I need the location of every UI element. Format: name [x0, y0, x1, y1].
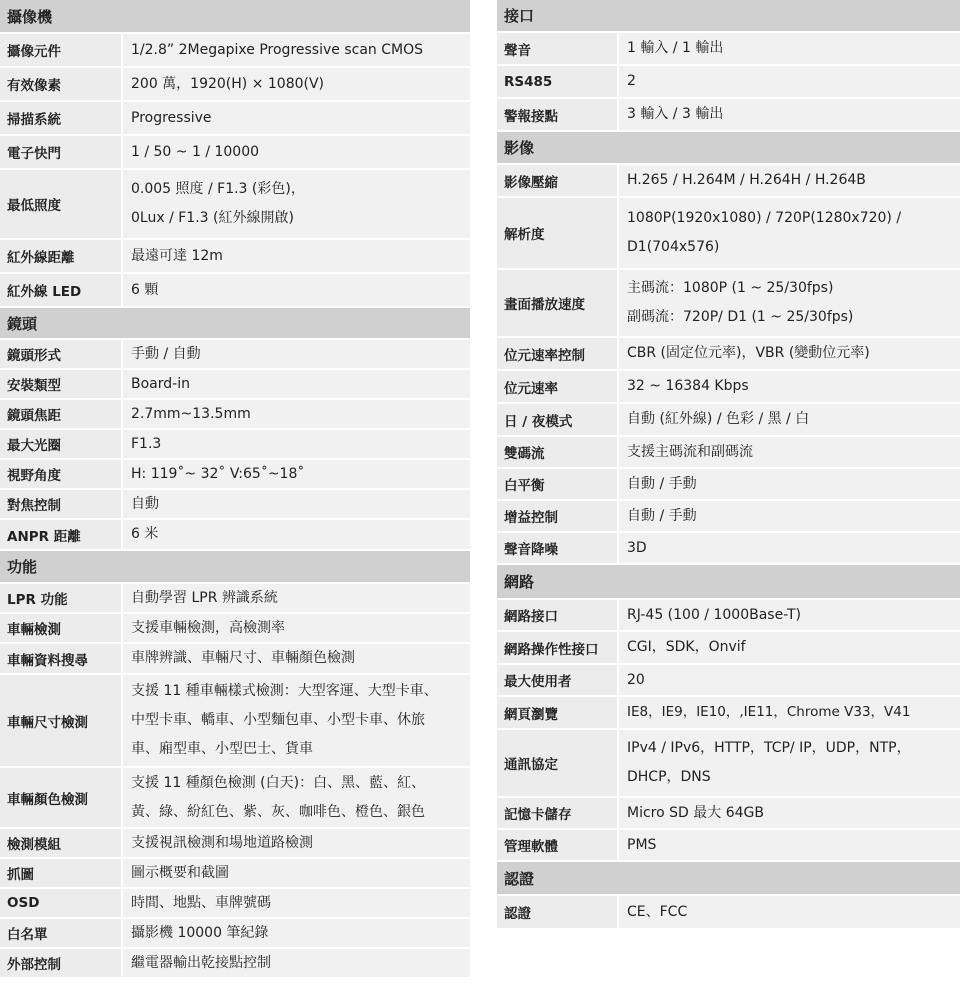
spec-row: [497, 270, 960, 338]
spec-value: 自動 / 手動: [619, 501, 960, 531]
spec-value: 支援視訊檢測和場地道路檢測: [123, 829, 470, 857]
spec-row: [497, 665, 960, 697]
spec-row: [0, 829, 470, 859]
left-spec-column: [0, 0, 470, 979]
spec-label: RS485: [497, 66, 619, 97]
spec-label: 增益控制: [497, 501, 619, 531]
spec-value: 2.7mm~13.5mm: [123, 400, 470, 428]
section-header-interface: 接口: [497, 0, 960, 33]
spec-value: [123, 675, 470, 766]
spec-row: [0, 34, 470, 68]
spec-value: CE、FCC: [619, 896, 960, 928]
spec-value: 圖示概要和截圖: [123, 859, 470, 887]
spec-label: 車輛資料搜尋: [0, 644, 123, 673]
spec-value: 最遠可達 12m: [123, 240, 470, 272]
spec-value: 時間、地點、車牌號碼: [123, 889, 470, 917]
spec-value: H: 119˚~ 32˚ V:65˚~18˚: [123, 460, 470, 488]
spec-label: 鏡頭形式: [0, 340, 123, 368]
spec-row: [0, 460, 470, 490]
spec-value: 手動 / 自動: [123, 340, 470, 368]
spec-row: [0, 400, 470, 430]
spec-row: [0, 859, 470, 889]
spec-label: 最大光圈: [0, 430, 123, 458]
spec-label: 紅外線距離: [0, 240, 123, 272]
spec-value: 1 / 50 ~ 1 / 10000: [123, 136, 470, 168]
spec-value-line: 車、廂型車、小型巴士、貨車: [131, 741, 313, 757]
spec-row: [0, 675, 470, 768]
spec-value: PMS: [619, 830, 960, 860]
spec-value-line: IPv4 / IPv6，HTTP，TCP/ IP，UDP，NTP，: [627, 740, 911, 756]
spec-value-line: 支援 11 種車輛樣式檢測：大型客運、大型卡車、: [131, 683, 438, 699]
spec-value: 支援主碼流和副碼流: [619, 437, 960, 467]
spec-row: [497, 33, 960, 66]
spec-value: F1.3: [123, 430, 470, 458]
spec-row: [497, 896, 960, 930]
spec-row: [497, 404, 960, 437]
spec-value: 1 輸入 / 1 輸出: [619, 33, 960, 64]
spec-label: 位元速率控制: [497, 338, 619, 369]
spec-label: 管理軟體: [497, 830, 619, 860]
section-header-function: 功能: [0, 551, 470, 584]
spec-label: 通訊協定: [497, 730, 619, 796]
spec-label: 車輛尺寸檢測: [0, 675, 123, 766]
spec-row: [497, 730, 960, 798]
spec-label: 抓圖: [0, 859, 123, 887]
spec-value-line: 0.005 照度 / F1.3 (彩色)，: [131, 181, 305, 197]
spec-value: 6 顆: [123, 274, 470, 306]
spec-label: 檢測模組: [0, 829, 123, 857]
spec-label: 有效像素: [0, 68, 123, 100]
spec-value-line: 黃、綠、紛紅色、紫、灰、咖啡色、橙色、銀色: [131, 803, 425, 820]
spec-row: [497, 830, 960, 862]
spec-label: 雙碼流: [497, 437, 619, 467]
spec-row: [0, 136, 470, 170]
spec-row: [497, 371, 960, 404]
spec-label: 車輛顏色檢測: [0, 768, 123, 827]
spec-row: [497, 469, 960, 501]
spec-row: [497, 198, 960, 270]
spec-value: 攝影機 10000 筆紀錄: [123, 919, 470, 947]
spec-value: 繼電器輸出乾接點控制: [123, 949, 470, 977]
spec-label: 記憶卡儲存: [497, 798, 619, 828]
spec-label: 解析度: [497, 198, 619, 268]
spec-value: [619, 730, 960, 796]
spec-label: 網路操作性接口: [497, 632, 619, 663]
spec-value: 自動: [123, 490, 470, 518]
spec-row: [497, 165, 960, 198]
spec-label: LPR 功能: [0, 584, 123, 612]
spec-row: [0, 520, 470, 551]
spec-value: 車牌辨識、車輛尺寸、車輛顏色檢測: [123, 644, 470, 673]
spec-label: 安裝類型: [0, 370, 123, 398]
spec-label: 紅外線 LED: [0, 274, 123, 306]
spec-row: [0, 889, 470, 919]
spec-value: CBR (固定位元率)，VBR (變動位元率): [619, 338, 960, 369]
spec-value: 自動 / 手動: [619, 469, 960, 499]
spec-value: RJ-45 (100 / 1000Base-T): [619, 600, 960, 630]
spec-label: 視野角度: [0, 460, 123, 488]
spec-value: 2: [619, 66, 960, 97]
spec-row: [0, 370, 470, 400]
spec-label: 白名單: [0, 919, 123, 947]
spec-value-line: 1080P(1920x1080) / 720P(1280x720) /: [627, 210, 902, 226]
spec-label: 聲音降噪: [497, 533, 619, 563]
spec-row: [0, 768, 470, 829]
spec-row: [0, 240, 470, 274]
spec-row: [0, 68, 470, 102]
spec-label: 警報接點: [497, 99, 619, 130]
spec-row: [0, 274, 470, 308]
spec-value: 200 萬，1920(H) × 1080(V): [123, 68, 470, 100]
spec-value: 支援車輛檢測，高檢測率: [123, 614, 470, 642]
section-header-certification: 認證: [497, 862, 960, 896]
spec-value-line: 主碼流：1080P (1 ~ 25/30fps): [627, 280, 834, 296]
spec-value: 1/2.8” 2Megapixe Progressive scan CMOS: [123, 34, 470, 66]
spec-value: 3 輸入 / 3 輸出: [619, 99, 960, 130]
spec-row: [0, 490, 470, 520]
spec-value: Progressive: [123, 102, 470, 134]
spec-label: ANPR 距離: [0, 520, 123, 549]
spec-label: 認證: [497, 896, 619, 928]
spec-row: [0, 340, 470, 370]
spec-label: OSD: [0, 889, 123, 917]
spec-value: H.265 / H.264M / H.264H / H.264B: [619, 165, 960, 196]
spec-label: 鏡頭焦距: [0, 400, 123, 428]
spec-value: 3D: [619, 533, 960, 563]
spec-value: 自動 (紅外線) / 色彩 / 黑 / 白: [619, 404, 960, 435]
spec-label: 白平衡: [497, 469, 619, 499]
spec-value: IE8，IE9，IE10，,IE11，Chrome V33，V41: [619, 697, 960, 728]
spec-row: [0, 919, 470, 949]
spec-value: [619, 198, 960, 268]
spec-label: 最低照度: [0, 170, 123, 238]
spec-row: [0, 430, 470, 460]
spec-row: [0, 102, 470, 136]
spec-value: Board-in: [123, 370, 470, 398]
section-header-video: 影像: [497, 132, 960, 165]
spec-label: 掃描系統: [0, 102, 123, 134]
section-header-network: 網路: [497, 565, 960, 600]
spec-row: [497, 338, 960, 371]
spec-row: [497, 697, 960, 730]
spec-row: [497, 501, 960, 533]
right-spec-column: [497, 0, 960, 930]
section-header-camera: 攝像機: [0, 0, 470, 34]
spec-value-line: D1(704x576): [627, 239, 720, 255]
spec-label: 網路接口: [497, 600, 619, 630]
spec-row: [497, 632, 960, 665]
spec-value-line: 副碼流：720P/ D1 (1 ~ 25/30fps): [627, 309, 854, 325]
spec-row: [497, 66, 960, 99]
spec-value: 自動學習 LPR 辨識系統: [123, 584, 470, 612]
spec-value-line: 支援 11 種顏色檢測 (白天)：白、黑、藍、紅、: [131, 774, 426, 791]
spec-label: 影像壓縮: [497, 165, 619, 196]
spec-row: [497, 798, 960, 830]
spec-label: 電子快門: [0, 136, 123, 168]
spec-value-line: 0Lux / F1.3 (紅外線開啟): [131, 210, 294, 226]
spec-value: [123, 768, 470, 827]
spec-label: 外部控制: [0, 949, 123, 977]
spec-row: [0, 614, 470, 644]
spec-row: [0, 949, 470, 979]
spec-value: 20: [619, 665, 960, 695]
spec-label: 車輛檢測: [0, 614, 123, 642]
section-header-lens: 鏡頭: [0, 308, 470, 340]
spec-label: 位元速率: [497, 371, 619, 402]
spec-label: 最大使用者: [497, 665, 619, 695]
spec-label: 網頁瀏覽: [497, 697, 619, 728]
spec-label: 攝像元件: [0, 34, 123, 66]
spec-label: 聲音: [497, 33, 619, 64]
spec-value: [123, 170, 470, 238]
spec-label: 日 / 夜模式: [497, 404, 619, 435]
spec-value: 32 ~ 16384 Kbps: [619, 371, 960, 402]
spec-row: [0, 584, 470, 614]
spec-row: [497, 600, 960, 632]
spec-row: [497, 533, 960, 565]
spec-value: 6 米: [123, 520, 470, 549]
spec-row: [0, 644, 470, 675]
spec-row: [0, 170, 470, 240]
spec-value-line: DHCP，DNS: [627, 769, 711, 785]
spec-value: Micro SD 最大 64GB: [619, 798, 960, 828]
spec-value-line: 中型卡車、轎車、小型麵包車、小型卡車、休旅: [131, 712, 425, 728]
spec-value: CGI，SDK，Onvif: [619, 632, 960, 663]
spec-value: [619, 270, 960, 336]
spec-label: 對焦控制: [0, 490, 123, 518]
spec-row: [497, 437, 960, 469]
spec-row: [497, 99, 960, 132]
spec-label: 畫面播放速度: [497, 270, 619, 336]
